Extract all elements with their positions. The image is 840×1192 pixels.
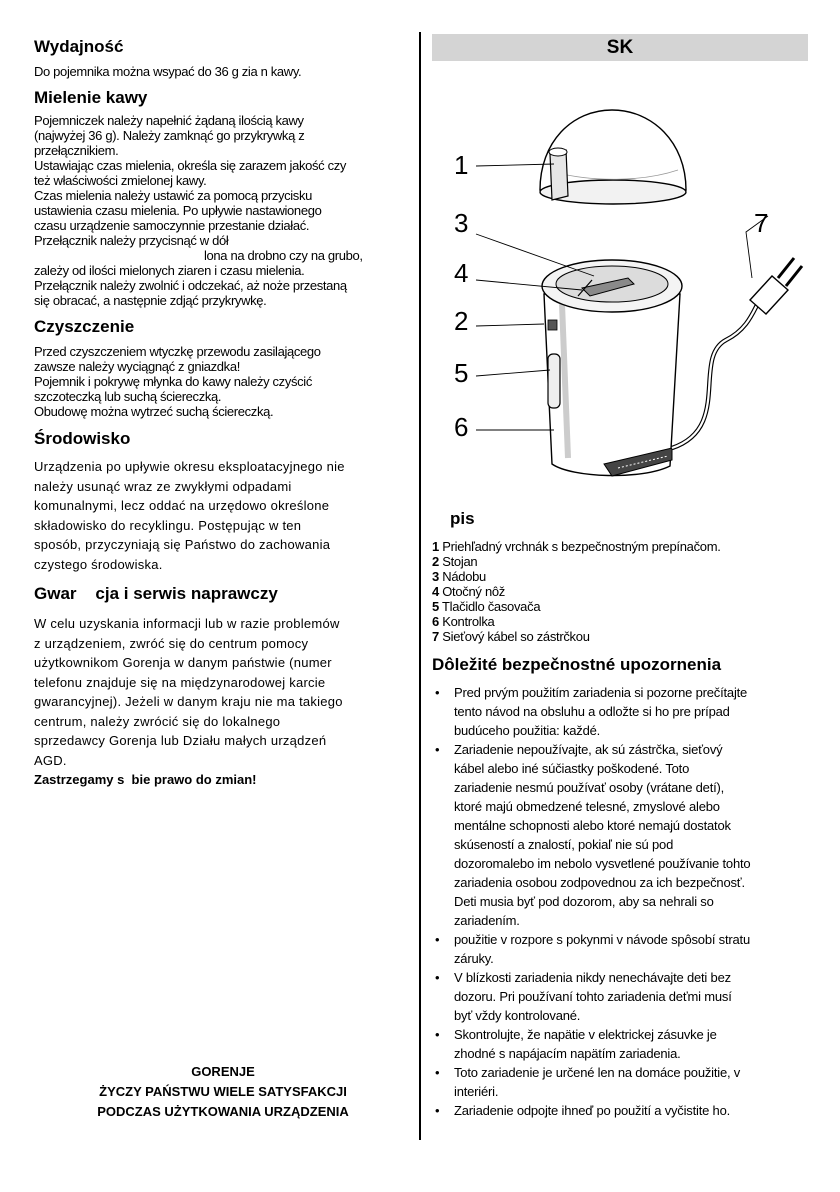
safety-list — [432, 683, 808, 1120]
column-divider — [419, 32, 421, 1140]
timer-button — [548, 354, 560, 408]
text-line: Do pojemnika można wsypać do 36 g zia n kawy. — [34, 64, 302, 79]
text-line: z urządzeniem, zwróć się do centrum pomocy — [34, 635, 309, 651]
text-line: Przed czyszczeniem wtyczkę przewodu zasilającego — [34, 344, 321, 359]
section-body-srodowisko — [34, 457, 412, 574]
text-line: należy usunąć wraz ze zwykłymi odpadami — [34, 478, 292, 494]
footer-line: ŻYCZY PAŃSTWU WIELE SATYSFAKCJI — [99, 1084, 347, 1099]
list-item: • Zariadenie odpojte ihneď po použití a vyčistite ho. — [435, 1103, 731, 1118]
figure-label-7: 7 — [754, 208, 769, 238]
text-line: Przełącznik należy zwolnić i odczekać, aż noże przestaną — [34, 278, 347, 293]
text-line: sposób, przyczyniają się Państwo do zachowania — [34, 537, 331, 552]
figure-label-1: 1 — [454, 150, 469, 180]
list-item: 3 Nádobu — [432, 569, 486, 584]
text-line: gwarancyjnej). Jeżeli w danym kraju nie ma takiego — [34, 694, 343, 709]
text-line: też właściwości zmielonej kawy. — [34, 173, 207, 188]
text-line: ustawienia czasu mielenia. Po upływie nastawionego — [34, 203, 322, 218]
text-line: AGD. — [34, 752, 67, 768]
text-line: telefonu znajduje się na międzynarodowej karcie — [34, 674, 326, 690]
text-line: Pojemnik i pokrywę młynka do kawy należy czyścić — [34, 374, 312, 389]
list-item: • Toto zariadenie je určené len na domáce použitie, v interiéri. — [435, 1065, 741, 1099]
list-item: • Skontrolujte, že napätie v elektrickej zásuvke je zhodné s napájacím napätím zariadenia. — [435, 1027, 717, 1061]
text-line: komunalnymi, lecz oddać na urzędowo określone — [34, 498, 330, 513]
section-title-mielenie: Mielenie kawy — [34, 88, 148, 107]
text-line: czasu urządzenie samoczynnie przestanie działać. — [34, 218, 310, 233]
text-line: sprzedawcy Gorenja lub Działu małych urządzeń — [34, 733, 327, 748]
text-line: Pojemniczek należy napełnić żądaną ilością kawy — [34, 113, 304, 128]
parts-title: pis — [450, 509, 475, 528]
language-header: SK — [432, 34, 808, 61]
list-item: • Zariadenie nepoužívajte, ak sú zástrčka, sieťový kábel alebo iné súčiastky poškodené. Toto zariadenie nesmú používať osoby (vrátane detí), ktoré majú obmedzené telesné, zmyslové alebo mentálne schopnosti alebo ktoré nemajú dostatok skúseností a znalostí, pokiaľ nie sú pod dozoromalebo im nebolo vysvetlené používanie tohto zariadenia osobou zodpovednou za ich bezpečnosť. Deti musia byť pod dozorom, aby sa nehrali so zariadením. — [435, 742, 751, 928]
figure-label-2: 2 — [454, 306, 469, 336]
indicator-light — [548, 320, 557, 330]
text-line: Czas mielenia należy ustawić za pomocą przycisku — [34, 188, 312, 203]
text-line: zależy od ilości mielonych ziaren i czasu mielenia. — [34, 263, 305, 278]
text-line: się obracać, a następnie zdjąć przykrywkę. — [34, 293, 267, 308]
parts-section — [432, 508, 808, 1120]
figure-label-4: 4 — [454, 258, 469, 288]
notice-text: Zastrzegamy s bie prawo do zmian! — [34, 772, 257, 787]
list-item: 2 Stojan — [432, 554, 478, 569]
text-line: użytkownikom Gorenja w danym państwie (numer — [34, 655, 332, 670]
figure-label-3: 3 — [454, 208, 469, 238]
footer-slogan — [34, 1062, 412, 1122]
footer-line: GORENJE — [191, 1064, 255, 1079]
section-title-czyszczenie: Czyszczenie — [34, 317, 135, 336]
list-item: 1 Priehľadný vrchnák s bezpečnostným prepínačom. — [432, 539, 721, 554]
section-title-srodowisko: Środowisko — [34, 429, 131, 448]
list-item: 4 Otočný nôž — [432, 584, 506, 599]
footer-line: PODCZAS UŻYTKOWANIA URZĄDZENIA — [97, 1104, 349, 1119]
text-line: zawsze należy wyciągnąć z gniazdka! — [34, 359, 240, 374]
text-line: Urządzenia po upływie okresu eksploatacyjnego nie — [34, 459, 345, 474]
product-figure — [432, 108, 808, 508]
text-line: (najwyżej 36 g). Należy zamknąć go przykrywką z — [34, 128, 305, 143]
text-line: Obudowę można wytrzeć suchą ściereczką. — [34, 404, 274, 419]
parts-list — [432, 539, 808, 644]
list-item: • použitie v rozpore s pokynmi v návode spôsobí stratu záruky. — [435, 932, 750, 966]
safety-title: Dôležité bezpečnostné upozornenia — [432, 655, 722, 674]
list-item: • V blízkosti zariadenia nikdy nenechávajte deti bez dozoru. Pri používaní tohto zariadenia deťmi musí byť vždy kontrolované. — [435, 970, 732, 1023]
section-body-mielenie — [34, 113, 412, 308]
text-line: szczoteczką lub suchą ściereczką. — [34, 389, 222, 404]
text-line: centrum, należy zwrócić się do lokalnego — [34, 713, 281, 729]
lid-switch — [550, 150, 568, 200]
text-line: czystego środowiska. — [34, 556, 163, 572]
left-column — [34, 34, 412, 787]
text-line: przełącznikiem. — [34, 143, 119, 158]
right-column — [432, 34, 808, 61]
list-item: 6 Kontrolka — [432, 614, 495, 629]
text-line: Ustawiając czas mielenia, określa się zarazem jakość czy — [34, 158, 347, 173]
section-body-czyszczenie — [34, 344, 412, 419]
section-body-wydajnosc — [34, 64, 412, 79]
figure-label-6: 6 — [454, 412, 469, 442]
list-item: 7 Sieťový kábel so zástrčkou — [432, 629, 590, 644]
list-item: 5 Tlačidlo časovača — [432, 599, 541, 614]
section-title-wydajnosc: Wydajność — [34, 37, 124, 56]
text-line: Przełącznik należy przycisnąć w dół — [34, 233, 229, 248]
coffee-grinder-illustration — [432, 108, 808, 508]
text-line: składowisko do recyklingu. Postępując w ten — [34, 517, 302, 533]
text-line: W celu uzyskania informacji lub w razie problemów — [34, 616, 340, 631]
figure-label-5: 5 — [454, 358, 469, 388]
list-item: • Pred prvým použitím zariadenia si pozorne prečítajte tento návod na obsluhu a odložte si ho pre prípad budúceho použitia: každé. — [435, 685, 748, 738]
text-line-indented: lona na drobno czy na grubo, — [204, 248, 363, 263]
section-body-gwarancja — [34, 614, 412, 770]
section-title-gwarancja: Gwar cja i serwis naprawczy — [34, 584, 278, 603]
